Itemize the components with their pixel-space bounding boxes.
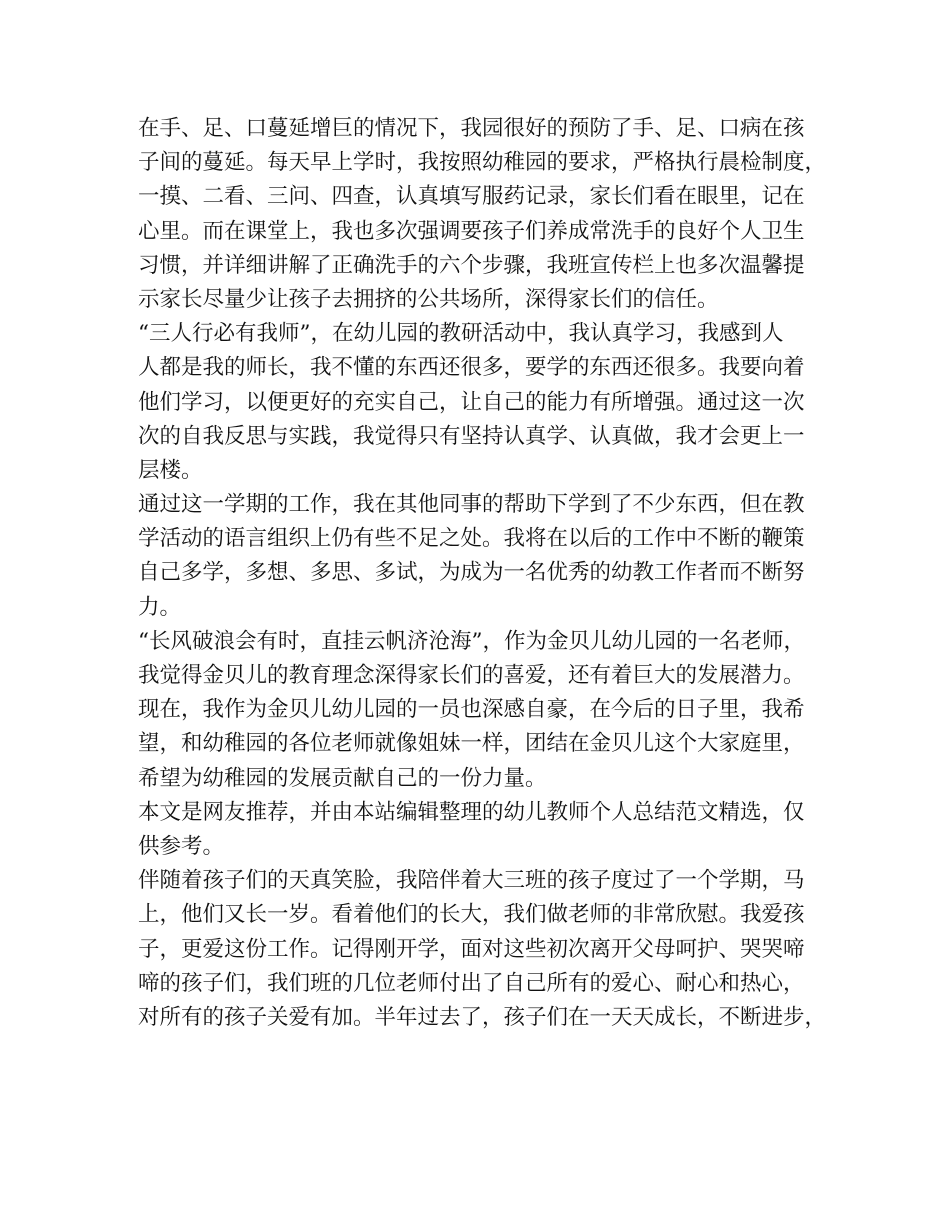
text-line: 在手、足、口蔓延增巨的情况下，我园很好的预防了手、足、口病在孩 bbox=[138, 116, 805, 141]
text-line: 心里。而在课堂上，我也多次强调要孩子们养成常洗手的良好个人卫生 bbox=[138, 218, 805, 244]
text-line: 子，更爱这份工作。记得刚开学，面对这些初次离开父母呵护、哭哭啼 bbox=[138, 936, 805, 962]
text-line: 层楼。 bbox=[138, 457, 203, 483]
text-line: 示家长尽量少让孩子去拥挤的公共场所，深得家长们的信任。 bbox=[138, 286, 719, 312]
text-line: 供参考。 bbox=[138, 833, 225, 859]
text-line: 通过这一学期的工作，我在其他同事的帮助下学到了不少东西，但在教 bbox=[138, 492, 805, 518]
text-line: 次的自我反思与实践，我觉得只有坚持认真学、认真做，我才会更上一 bbox=[138, 423, 805, 449]
text-line: 啼的孩子们，我们班的几位老师付出了自己所有的爱心、耐心和热心， bbox=[138, 970, 805, 996]
document-body bbox=[138, 112, 828, 1035]
text-line: 学活动的语言组织上仍有些不足之处。我将在以后的工作中不断的鞭策 bbox=[138, 526, 805, 552]
text-line: 我觉得金贝儿的教育理念深得家长们的喜爱，还有着巨大的发展潜力。 bbox=[138, 663, 805, 688]
text-line: 一摸、二看、三问、四查，认真填写服药记录，家长们看在眼里，记在 bbox=[138, 184, 805, 210]
text-line: 希望为幼稚园的发展贡献自己的一份力量。 bbox=[138, 765, 547, 791]
text-line: 力。 bbox=[138, 594, 182, 620]
text-line: 习惯，并详细讲解了正确洗手的六个步骤，我班宣传栏上也多次温馨提 bbox=[138, 252, 805, 278]
text-line: 本文是网友推荐，并由本站编辑整理的幼儿教师个人总结范文精选，仅 bbox=[138, 799, 805, 825]
text-line: 人都是我的师长，我不懂的东西还很多，要学的东西还很多。我要向着 bbox=[138, 355, 805, 381]
text-line: 上，他们又长一岁。看着他们的长大，我们做老师的非常欣慰。我爱孩 bbox=[138, 902, 805, 928]
text-line: “三人行必有我师”，在幼儿园的教研活动中，我认真学习，我感到人 bbox=[138, 321, 784, 347]
text-line: 伴随着孩子们的天真笑脸，我陪伴着大三班的孩子度过了一个学期，马 bbox=[138, 868, 805, 894]
text-line: 现在，我作为金贝儿幼儿园的一员也深感自豪，在今后的日子里，我希 bbox=[138, 697, 805, 723]
text-line: 子间的蔓延。每天早上学时，我按照幼稚园的要求，严格执行晨检制度， bbox=[138, 150, 827, 176]
text-line: 对所有的孩子关爱有加。半年过去了，孩子们在一天天成长，不断进步， bbox=[138, 1004, 827, 1030]
text-line: 望，和幼稚园的各位老师就像姐妹一样，团结在金贝儿这个大家庭里， bbox=[138, 731, 805, 757]
text-line: 自己多学，多想、多思、多试，为成为一名优秀的幼教工作者而不断努 bbox=[138, 560, 805, 586]
text-line: “长风破浪会有时，直挂云帆济沧海”，作为金贝儿幼儿园的一名老师， bbox=[138, 628, 805, 654]
text-line: 他们学习，以便更好的充实自己，让自己的能力有所增强。通过这一次 bbox=[138, 389, 805, 415]
